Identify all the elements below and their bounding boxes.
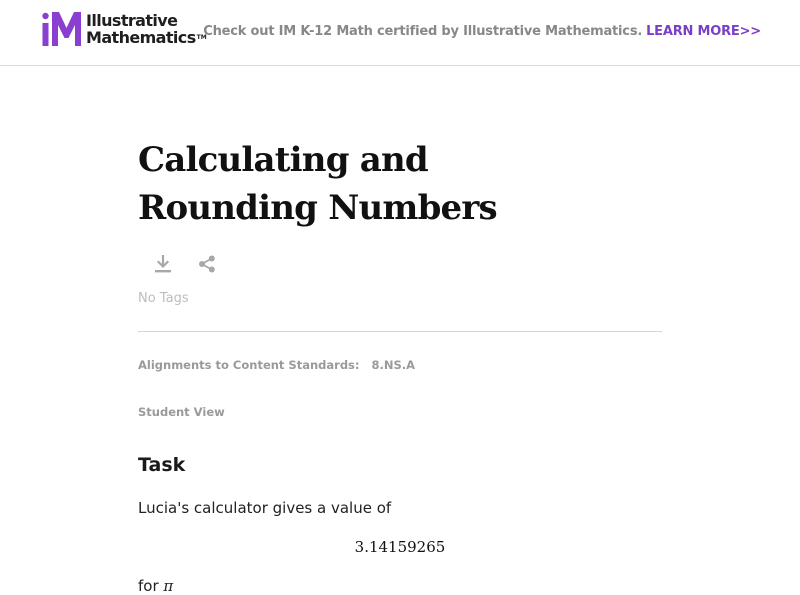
download-button[interactable] (152, 253, 174, 275)
task-text-prefix: for (138, 577, 159, 595)
share-button[interactable] (196, 253, 218, 275)
tags-label: No Tags (138, 291, 189, 306)
task-text: Lucia's calculator gives a value of (138, 499, 392, 517)
alignments-label: Alignments to Content Standards: (138, 358, 360, 372)
task-content (138, 136, 662, 595)
student-view-link[interactable]: Student View (138, 405, 225, 419)
task-heading: Task (138, 454, 186, 476)
task-text-continued (138, 577, 173, 595)
pi-symbol: π (163, 577, 174, 595)
share-icon (198, 255, 216, 273)
page-title (138, 136, 662, 232)
illustrative-mathematics-logo[interactable] (41, 11, 207, 47)
promo-text: Check out IM K-12 Math certified by Illustrative Mathematics. (203, 24, 643, 39)
learn-more-link[interactable]: LEARN MORE>> (646, 24, 761, 39)
im-logo-icon (41, 12, 81, 46)
alignments-row (138, 358, 415, 372)
title-line-2: Rounding Numbers (138, 188, 497, 228)
promo-banner (203, 24, 761, 39)
divider (138, 331, 662, 332)
standard-code-link[interactable]: 8.NS.A (371, 358, 416, 372)
trademark: TM (196, 34, 207, 41)
logo-line-2: Mathematics™ (86, 28, 207, 47)
site-header (0, 0, 800, 66)
math-value: 3.14159265 (354, 538, 446, 556)
logo-line-1: Illustrative (86, 11, 178, 30)
logo-wordmark (86, 12, 207, 46)
title-line-1: Calculating and (138, 140, 428, 180)
download-icon (154, 255, 172, 273)
action-bar (152, 253, 240, 275)
